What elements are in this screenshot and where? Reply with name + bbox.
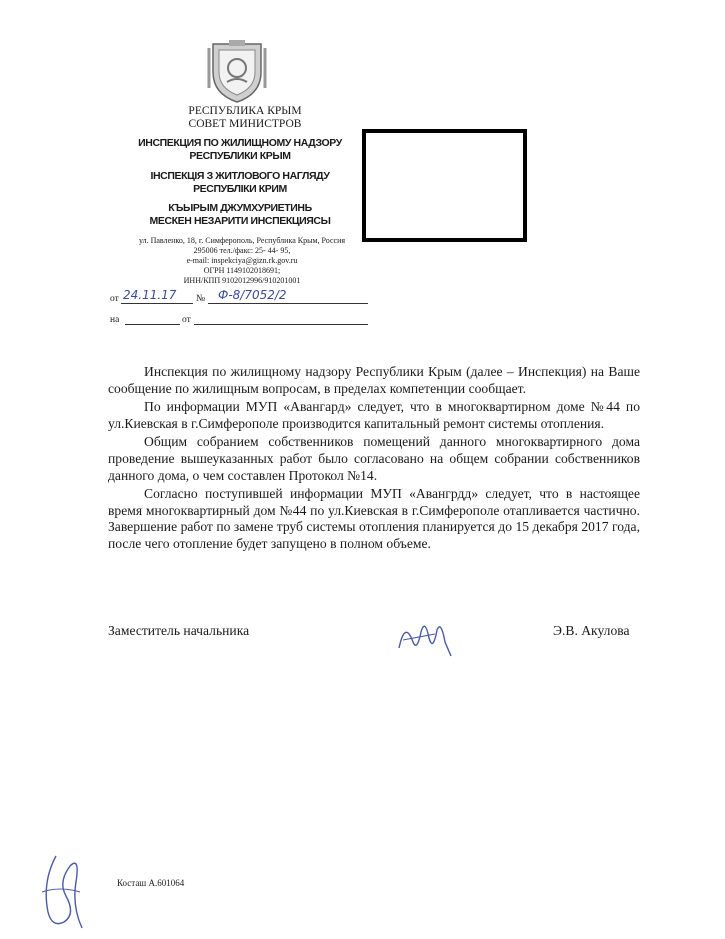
org-name-ru: ИНСПЕКЦИЯ ПО ЖИЛИЩНОМУ НАДЗОРУ РЕСПУБЛИКИ КРЫМ xyxy=(138,137,342,162)
signature-icon xyxy=(395,612,455,660)
org-address: ул. Павленко, 18, г. Симферополь, Республика Крым, Россия 295006 тел./факс: 25- 44- 95, e-mail: inspekciya@gizn.rk.gov.ru ОГРН 1149102018691; ИНН/КПП 9102012996/910201001 xyxy=(138,236,346,285)
paragraph-1: Инспекция по жилищному надзору Республики Крым (далее – Инспекция) на Ваше сообщение по жилищным вопросам, в пределах компетенции сообщает. xyxy=(108,364,640,396)
paragraph-4: Согласно поступившей информации МУП «Авангрдд» следует, что в настоящее время многоквартирный дом №44 по ул.Киевская в г.Симферополе отапливается частично. Завершение работ по замене труб системы отопления планируется до 15 декабря 2017 года, после чего отопление будет запущено в полном объеме. xyxy=(108,486,640,551)
number-label: № xyxy=(196,294,206,304)
org-name-crh: КЪЫРЫМ ДЖУМХУРИЕТИНЬ МЕСКЕН НЕЗАРИТИ ИНСПЕКЦИЯСЫ xyxy=(149,202,331,227)
signatory-name: Э.В. Акулова xyxy=(553,623,630,638)
signatory-title: Заместитель начальника xyxy=(108,623,250,638)
republic-label: РЕСПУБЛИКА КРЫМ xyxy=(188,105,302,117)
executor-note: Косташ А.601064 xyxy=(117,878,185,888)
reference-label: на xyxy=(110,315,120,325)
council-label: СОВЕТ МИНИСТРОВ xyxy=(188,118,302,130)
letter-body xyxy=(108,364,640,554)
paragraph-3: Общим собранием собственников помещений данного многоквартирного дома проведение вышеуказанных работ было согласовано на общем собрании собственников данного дома, о чем составлен Протокол №14. xyxy=(108,434,640,483)
approval-initials-icon xyxy=(36,852,92,932)
paragraph-2: По информации МУП «Авангард» следует, что в многоквартирном доме №44 по ул.Киевская в г.Симферополе производится капитальный ремонт системы отопления. xyxy=(108,399,640,431)
outgoing-date: 24.11.17 xyxy=(123,288,177,302)
org-name-ua: ІНСПЕКЦІЯ З ЖИТЛОВОГО НАГЛЯДУ РЕСПУБЛІКИ КРИМ xyxy=(150,170,330,195)
outgoing-number: Ф-8/7052/2 xyxy=(218,288,287,302)
redacted-recipient-box xyxy=(362,129,527,242)
date-label: от xyxy=(110,294,119,304)
reference-date-label: от xyxy=(182,315,191,325)
coat-of-arms-icon xyxy=(205,38,269,104)
